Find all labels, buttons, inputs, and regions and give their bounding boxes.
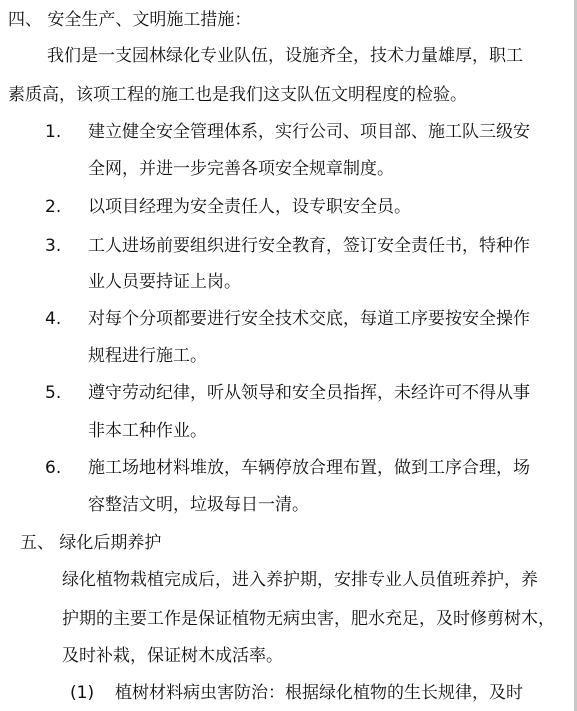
list-item-text: 容整洁文明，垃圾每日一清。 [88, 495, 309, 515]
list-item-number: 5. [45, 383, 62, 403]
list-item-text: 以项目经理为安全责任人，设专职安全员。 [88, 197, 411, 217]
section-5-paragraph-line: 绿化植物栽植完成后，进入养护期，安排专业人员值班养护，养 [62, 570, 538, 590]
sub-item-text: 植树材料病虫害防治：根据绿化植物的生长规律，及时 [115, 683, 523, 703]
list-item-number: 4. [45, 309, 62, 329]
list-item-text: 遵守劳动纪律，听从领导和安全员指挥，未经许可不得从事 [88, 383, 530, 403]
list-item-text: 施工场地材料堆放，车辆停放合理布置，做到工序合理，场 [88, 458, 530, 478]
list-item-text: 对每个分项都要进行安全技术交底，每道工序要按安全操作 [88, 309, 530, 329]
list-item-text: 业人员要持证上岗。 [88, 272, 241, 292]
list-item-text: 建立健全安全管理体系，实行公司、项目部、施工队三级安 [88, 122, 530, 142]
list-item-text: 全网，并进一步完善各项安全规章制度。 [88, 159, 394, 179]
list-item-text: 工人进场前要组织进行安全教育，签订安全责任书，特种作 [88, 236, 530, 256]
sub-item-number: (1) [70, 683, 95, 703]
list-item-number: 2. [45, 197, 62, 217]
list-item-number: 6. [45, 458, 62, 478]
list-item-number: 1. [45, 122, 62, 142]
list-item-text: 非本工种作业。 [88, 421, 207, 441]
list-item-number: 3. [45, 236, 62, 256]
section-4-intro-line-2: 素质高，该项工程的施工也是我们这支队伍文明程度的检验。 [8, 85, 467, 105]
section-4-intro-line-1: 我们是一支园林绿化专业队伍，设施齐全，技术力量雄厚，职工 [47, 46, 523, 66]
section-5-paragraph-line: 及时补栽，保证树木成活率。 [62, 646, 283, 666]
section-5-paragraph-line: 护期的主要工作是保证植物无病虫害，肥水充足，及时修剪树木， [62, 609, 555, 629]
section-5-heading: 五、 绿化后期养护 [20, 533, 162, 553]
list-item-text: 规程进行施工。 [88, 346, 207, 366]
section-4-heading: 四、 安全生产、文明施工措施： [8, 10, 252, 30]
